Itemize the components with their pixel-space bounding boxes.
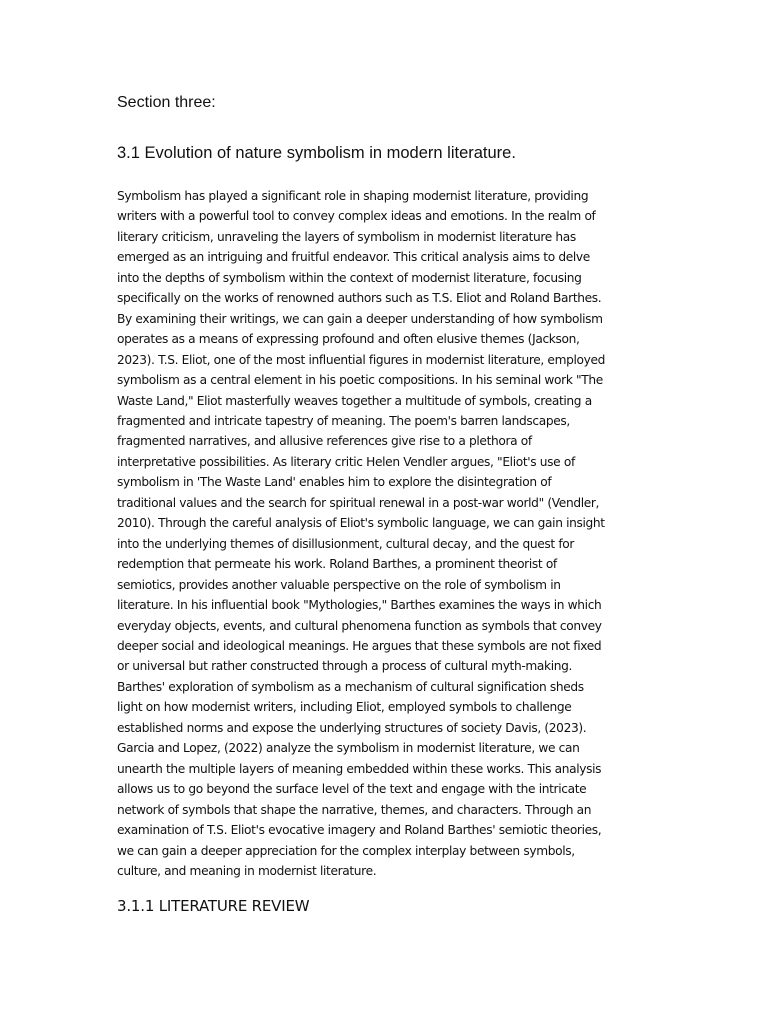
paragraph-line: specifically on the works of renowned authors such as T.S. Eliot and Roland Barthes. bbox=[117, 291, 602, 306]
paragraph-line: Garcia and Lopez, (2022) analyze the symbolism in modernist literature, we can bbox=[117, 741, 580, 756]
paragraph-line: we can gain a deeper appreciation for the complex interplay between symbols, bbox=[117, 843, 575, 858]
literature-review-heading: 3.1.1 LITERATURE REVIEW bbox=[117, 897, 310, 915]
paragraph-line: literature. In his influential book "Mythologies," Barthes examines the ways in which bbox=[117, 598, 602, 613]
paragraph-line: semiotics, provides another valuable perspective on the role of symbolism in bbox=[117, 577, 561, 592]
paragraph-line: culture, and meaning in modernist literature. bbox=[117, 863, 377, 878]
paragraph-line: examination of T.S. Eliot's evocative imagery and Roland Barthes' semiotic theories, bbox=[117, 823, 602, 838]
paragraph-line: 2023). T.S. Eliot, one of the most influential figures in modernist literature, employed bbox=[117, 352, 606, 367]
paragraph-line: Symbolism has played a significant role in shaping modernist literature, providing bbox=[117, 189, 589, 203]
body-paragraph bbox=[117, 186, 657, 881]
paragraph-line: emerged as an intriguing and fruitful endeavor. This critical analysis aims to delve bbox=[117, 250, 590, 265]
paragraph-line: fragmented narratives, and allusive references give rise to a plethora of bbox=[117, 434, 532, 449]
paragraph-line: 2010). Through the careful analysis of Eliot's symbolic language, we can gain insight bbox=[117, 516, 605, 531]
paragraph-line: deeper social and ideological meanings. He argues that these symbols are not fixed bbox=[117, 638, 602, 653]
paragraph-line: operates as a means of expressing profound and often elusive themes (Jackson, bbox=[117, 332, 580, 347]
paragraph-line: Barthes' exploration of symbolism as a mechanism of cultural signification sheds bbox=[117, 679, 584, 694]
paragraph-line: redemption that permeate his work. Roland Barthes, a prominent theorist of bbox=[117, 557, 557, 572]
paragraph-line: traditional values and the search for spiritual renewal in a post-war world" (Vendler, bbox=[117, 495, 600, 510]
paragraph-line: symbolism as a central element in his poetic compositions. In his seminal work "The bbox=[117, 373, 603, 388]
paragraph-line: into the depths of symbolism within the context of modernist literature, focusing bbox=[117, 270, 582, 285]
paragraph-line: symbolism in 'The Waste Land' enables him to explore the disintegration of bbox=[117, 475, 552, 490]
paragraph-line: allows us to go beyond the surface level of the text and engage with the intricate bbox=[117, 782, 587, 797]
paragraph-line: network of symbols that shape the narrative, themes, and characters. Through an bbox=[117, 802, 592, 817]
section-label: Section three: bbox=[117, 94, 216, 111]
paragraph-line: light on how modernist writers, including Eliot, employed symbols to challenge bbox=[117, 700, 572, 715]
paragraph-line: Waste Land," Eliot masterfully weaves together a multitude of symbols, creating a bbox=[117, 393, 592, 408]
paragraph-line: literary criticism, unraveling the layers of symbolism in modernist literature has bbox=[117, 229, 576, 244]
paragraph-line: writers with a powerful tool to convey complex ideas and emotions. In the realm of bbox=[117, 209, 596, 224]
paragraph-line: everyday objects, events, and cultural phenomena function as symbols that convey bbox=[117, 618, 602, 633]
paragraph-line: fragmented and intricate tapestry of meaning. The poem's barren landscapes, bbox=[117, 413, 570, 428]
paragraph-line: into the underlying themes of disillusionment, cultural decay, and the quest for bbox=[117, 536, 575, 551]
section-heading: 3.1 Evolution of nature symbolism in modern literature. bbox=[117, 144, 516, 162]
paragraph-line: By examining their writings, we can gain a deeper understanding of how symbolism bbox=[117, 311, 603, 326]
paragraph-line: interpretative possibilities. As literary critic Helen Vendler argues, "Eliot's use of bbox=[117, 454, 575, 469]
paragraph-line: or universal but rather constructed through a process of cultural myth-making. bbox=[117, 659, 573, 674]
paragraph-line: unearth the multiple layers of meaning embedded within these works. This analysis bbox=[117, 761, 602, 776]
paragraph-line: established norms and expose the underlying structures of society Davis, (2023). bbox=[117, 720, 587, 735]
